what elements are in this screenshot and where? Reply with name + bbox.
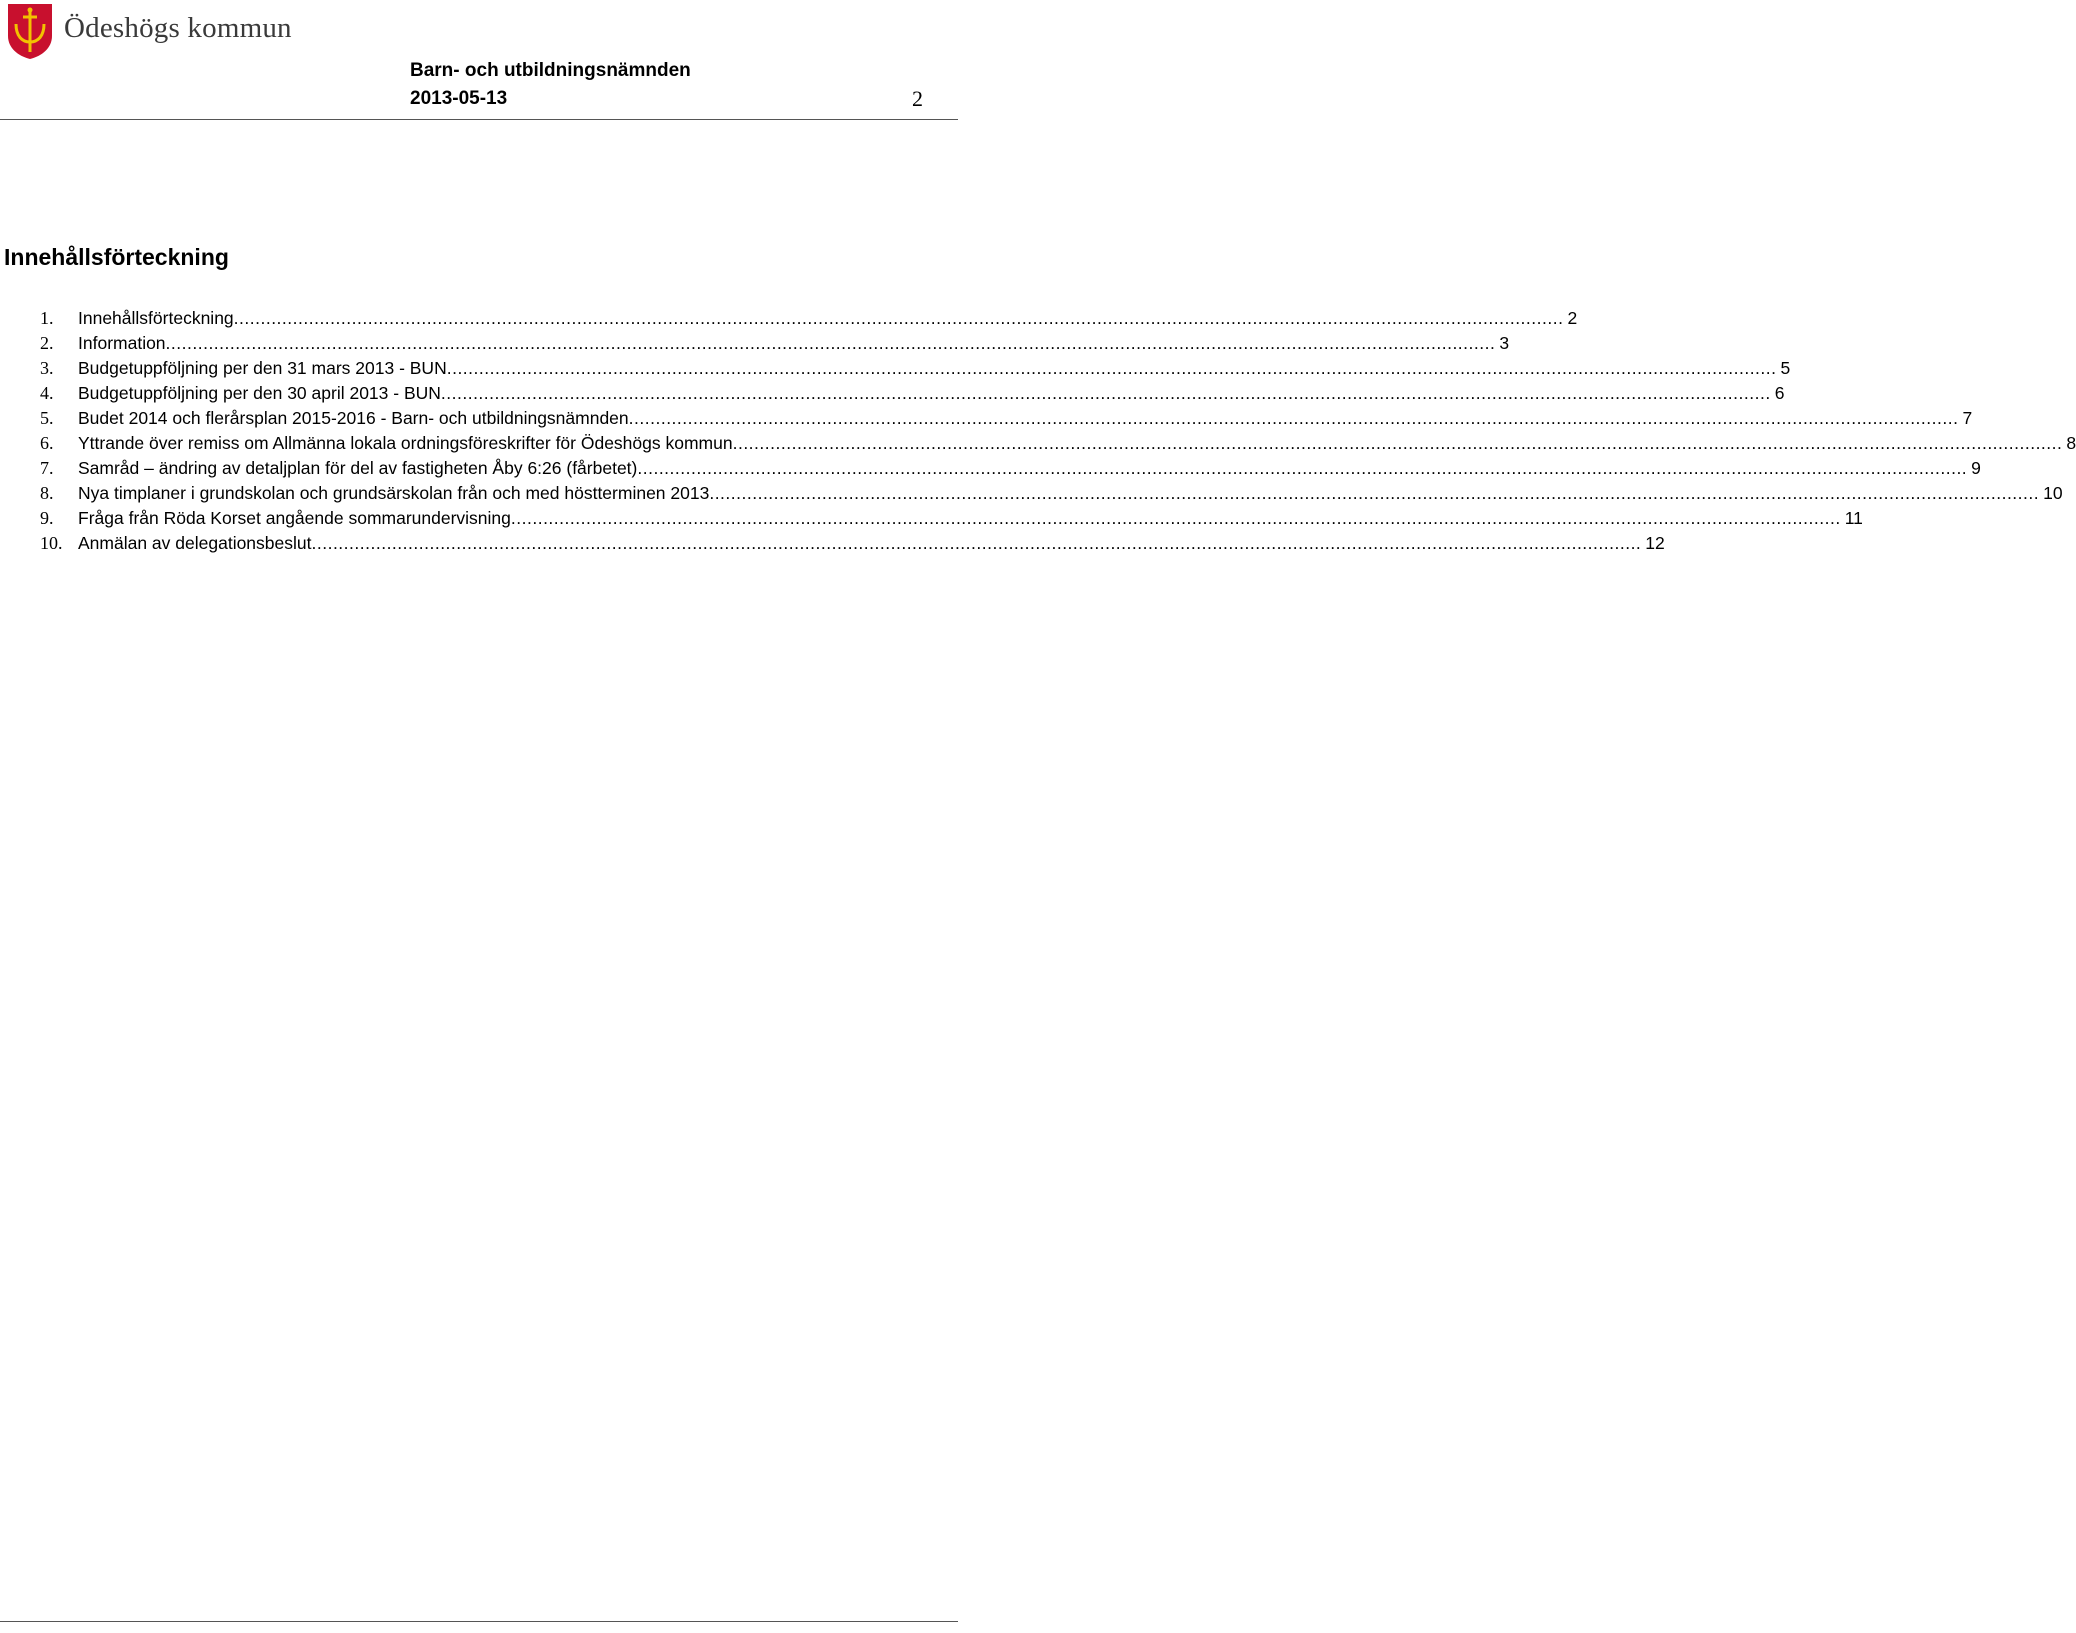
toc-entry[interactable] [40, 333, 1510, 358]
toc-entry-page: 12 [1645, 533, 1665, 553]
toc-entry[interactable] [40, 483, 2063, 508]
toc-entry-page: 9 [1971, 458, 1981, 478]
toc-leader [312, 533, 1642, 554]
toc-leader [441, 383, 1771, 404]
toc-entry-number: 7. [40, 458, 54, 478]
footer-divider [0, 1621, 958, 1622]
toc-title: Innehållsförteckning [4, 244, 229, 270]
toc-entry[interactable] [40, 383, 1785, 408]
toc-entry-page: 8 [2066, 433, 2076, 453]
toc-entry-title: Anmälan av delegationsbeslut [78, 533, 312, 553]
table-of-contents [40, 308, 2076, 558]
committee-name: Barn- och utbildningsnämnden [410, 60, 691, 81]
toc-entry-number: 1. [40, 308, 54, 328]
toc-entry-title: Samråd – ändring av detaljplan för del av fastigheten Åby 6:26 (fårbetet) [78, 458, 638, 478]
logo-wordmark: Ödeshögs kommun [64, 11, 292, 44]
toc-entry-number: 2. [40, 333, 54, 353]
toc-leader [733, 433, 2063, 454]
toc-leader [629, 408, 1959, 429]
toc-entry-title: Budgetuppföljning per den 30 april 2013 - BUN [78, 383, 441, 403]
toc-entry-page: 3 [1499, 333, 1510, 353]
toc-entry-title: Innehållsförteckning [78, 308, 234, 328]
toc-entry[interactable] [40, 458, 1981, 483]
municipality-logo [6, 2, 292, 60]
toc-entry-page: 5 [1780, 358, 1791, 378]
toc-entry[interactable] [40, 433, 2076, 458]
toc-entry-page: 2 [1567, 308, 1578, 328]
meeting-date: 2013-05-13 [410, 88, 508, 109]
toc-entry[interactable] [40, 508, 1863, 533]
coat-of-arms-icon [6, 2, 54, 60]
toc-leader [234, 308, 1564, 329]
toc-entry-number: 5. [40, 408, 54, 428]
header-divider [0, 119, 958, 120]
toc-entry-title: Budgetuppföljning per den 31 mars 2013 - BUN [78, 358, 447, 378]
toc-leader [511, 508, 1841, 529]
toc-entry-title: Budet 2014 och flerårsplan 2015-2016 - Barn- och utbildningsnämnden [78, 408, 629, 428]
toc-entry[interactable] [40, 533, 1665, 558]
toc-entry-page: 7 [1962, 408, 1973, 428]
toc-entry-title: Nya timplaner i grundskolan och grundsärskolan från och med höstterminen 2013 [78, 483, 710, 503]
toc-entry[interactable] [40, 408, 1973, 433]
toc-entry-title: Fråga från Röda Korset angående sommarundervisning [78, 508, 511, 528]
toc-leader [447, 358, 1777, 379]
toc-leader [637, 458, 1967, 479]
page-header [0, 0, 960, 120]
toc-leader [709, 483, 2039, 504]
toc-leader [166, 333, 1496, 354]
toc-entry-page: 10 [2043, 483, 2063, 503]
toc-entry-page: 11 [1844, 508, 1863, 528]
toc-entry-number: 3. [40, 358, 54, 378]
page-number: 2 [912, 86, 923, 111]
toc-entry-number: 10. [40, 533, 63, 553]
toc-entry[interactable] [40, 358, 1791, 383]
toc-entry-page: 6 [1774, 383, 1785, 403]
toc-entry[interactable] [40, 308, 1578, 333]
toc-entry-number: 6. [40, 433, 54, 453]
toc-entry-number: 8. [40, 483, 54, 503]
toc-entry-title: Yttrande över remiss om Allmänna lokala ordningsföreskrifter för Ödeshögs kommun [78, 433, 733, 453]
toc-entry-title: Information [78, 333, 166, 353]
toc-entry-number: 9. [40, 508, 54, 528]
toc-entry-number: 4. [40, 383, 54, 403]
